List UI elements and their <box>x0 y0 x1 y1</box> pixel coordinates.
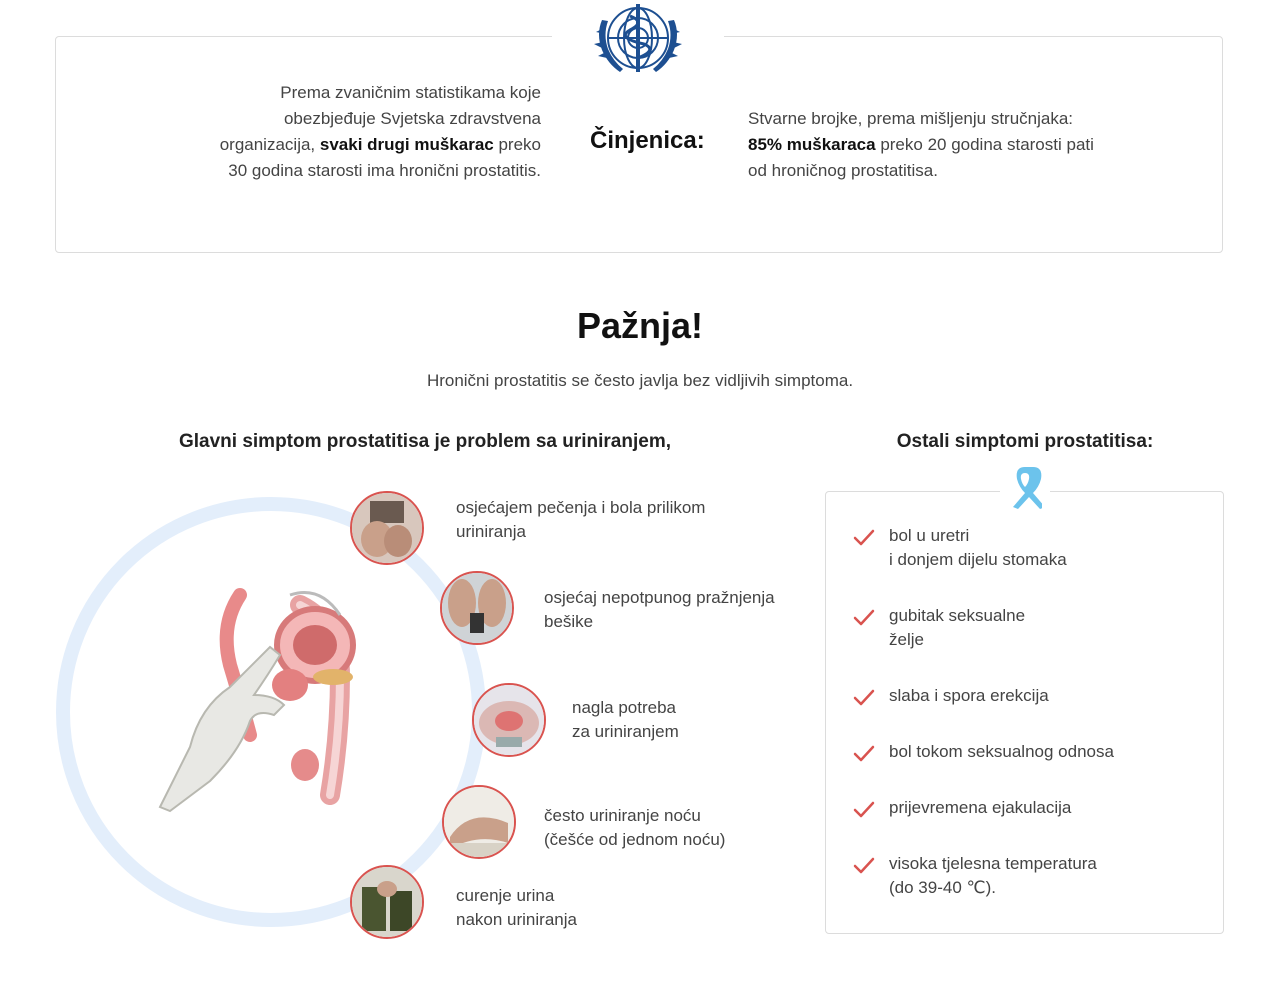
other-symptom-item: visoka tjelesna temperatura (do 39-40 ℃). <box>889 854 1097 897</box>
symptom-image-nocturia <box>442 785 516 859</box>
check-icon <box>853 609 875 627</box>
symptom-text-leakage: curenje urina nakon uriniranja <box>456 886 577 929</box>
check-icon <box>853 801 875 819</box>
other-symptoms-heading: Ostali simptomi prostatitisa: <box>896 431 1154 452</box>
awareness-ribbon-icon <box>1008 463 1042 509</box>
fact-right-text: Stvarne brojke, prema mišljenju stručnjaka: 85% muškaraca preko 20 godina starosti pati od hroničnog prostatitisa. <box>748 109 1094 180</box>
check-icon <box>853 689 875 707</box>
symptom-text-nocturia: često uriniranje noću (češće od jednom noću) <box>544 806 726 849</box>
fact-left-text: Prema zvaničnim statistikama koje obezbjeđuje Svjetska zdravstvena organizacija, svaki drugi muškarac preko 30 godina starosti ima hronični prostatitis. <box>219 83 541 180</box>
symptom-image-burning <box>350 491 424 565</box>
other-symptom-item: bol tokom seksualnog odnosa <box>889 742 1114 761</box>
other-symptom-item: prijevremena ejakulacija <box>889 798 1072 817</box>
symptom-text-incomplete-emptying: osjećaj nepotpunog pražnjenja bešike <box>544 588 775 631</box>
other-symptom-item: gubitak seksualne želje <box>889 606 1026 649</box>
who-logo-icon <box>586 0 690 90</box>
symptom-image-urgency <box>472 683 546 757</box>
prostate-illustration <box>140 575 390 825</box>
check-icon <box>853 857 875 875</box>
fact-left-highlight: svaki drugi muškarac <box>319 135 494 154</box>
attention-subtitle: Hronični prostatitis se često javlja bez vidljivih simptoma. <box>426 371 854 390</box>
symptom-image-leakage <box>350 865 424 939</box>
other-symptom-item: slaba i spora erekcija <box>889 686 1049 705</box>
check-icon <box>853 529 875 547</box>
attention-title: Pažnja! <box>576 305 704 346</box>
symptom-text-urgency: nagla potreba za uriniranjem <box>572 698 679 741</box>
main-symptoms-heading: Glavni simptom prostatitisa je problem sa uriniranjem, <box>178 431 671 452</box>
check-icon <box>853 745 875 763</box>
fact-right-highlight: 85% muškaraca <box>748 135 876 154</box>
fact-title: Činjenica: <box>590 127 705 154</box>
symptom-text-burning: osjećajem pečenja i bola prilikom uriniranja <box>456 498 706 541</box>
other-symptom-item: bol u uretri i donjem dijelu stomaka <box>889 526 1067 569</box>
symptom-image-incomplete-emptying <box>440 571 514 645</box>
